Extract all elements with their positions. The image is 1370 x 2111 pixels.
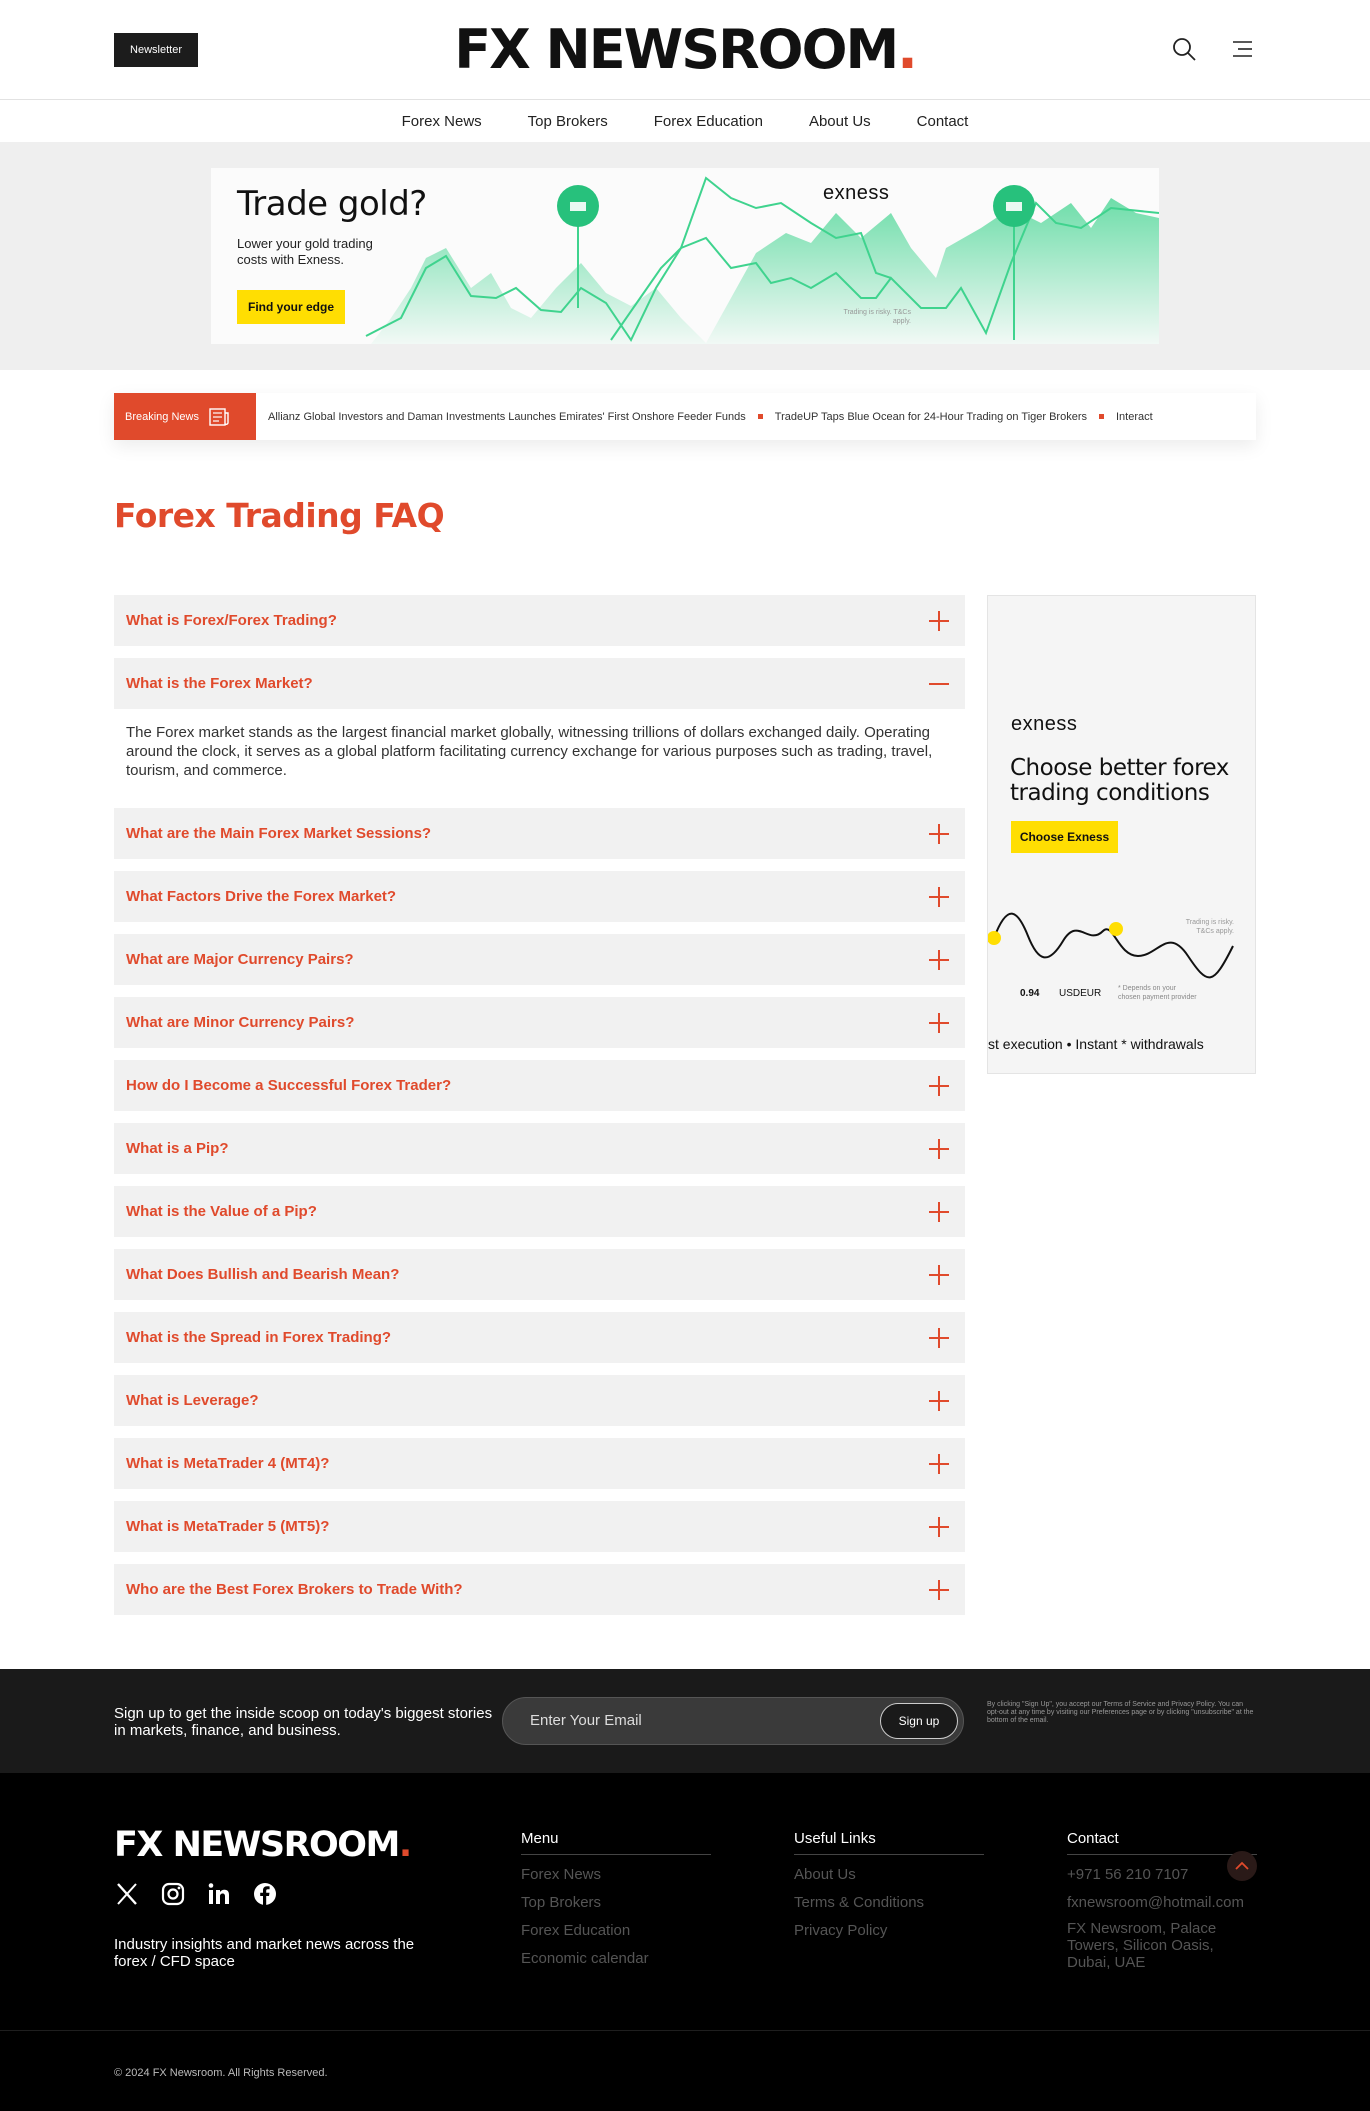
currency-pair: USDEUR <box>1059 988 1102 999</box>
sidebar-ad[interactable] <box>987 595 1256 1074</box>
faq-item[interactable] <box>114 1564 965 1615</box>
plus-icon <box>929 1391 949 1411</box>
exness-logo: exness <box>1011 713 1078 735</box>
faq-question: What are Minor Currency Pairs? <box>126 1014 355 1031</box>
back-to-top-button[interactable] <box>1227 1851 1257 1881</box>
faq-accordion <box>114 595 965 1627</box>
faq-question: How do I Become a Successful Forex Trader? <box>126 1077 452 1094</box>
x-twitter-icon[interactable] <box>114 1881 140 1907</box>
faq-item[interactable] <box>114 997 965 1048</box>
sign-up-button[interactable]: Sign up <box>880 1703 958 1739</box>
choose-exness-button[interactable]: Choose Exness <box>1011 821 1118 853</box>
faq-item[interactable] <box>114 1186 965 1237</box>
faq-item[interactable] <box>114 1501 965 1552</box>
plus-icon <box>929 824 949 844</box>
ticker-separator <box>758 414 763 419</box>
plus-icon <box>929 950 949 970</box>
contact-phone[interactable]: +971 56 210 7107 <box>1067 1866 1189 1883</box>
faq-question: What is a Pip? <box>126 1140 229 1157</box>
plus-icon <box>929 1139 949 1159</box>
faq-item[interactable] <box>114 934 965 985</box>
newsletter-button[interactable]: Newsletter <box>114 33 198 67</box>
faq-item[interactable] <box>114 1312 965 1363</box>
faq-item[interactable] <box>114 871 965 922</box>
contact-email[interactable]: fxnewsroom@hotmail.com <box>1067 1894 1244 1911</box>
logo-dot: . <box>897 18 916 81</box>
top-ad-band <box>0 142 1370 370</box>
copyright-text: © 2024 FX Newsroom. All Rights Reserved. <box>114 2067 328 2079</box>
plus-icon <box>929 1580 949 1600</box>
ticker-item[interactable]: Allianz Global Investors and Daman Investments Launches Emirates' First Onshore Feeder Funds <box>268 410 746 423</box>
email-field-wrapper <box>502 1697 964 1745</box>
footer-link[interactable]: Terms & Conditions <box>794 1894 925 1911</box>
payment-note: * Depends on your chosen payment provider <box>1118 985 1197 1001</box>
faq-item[interactable] <box>114 1249 965 1300</box>
faq-item[interactable] <box>114 595 965 646</box>
breaking-news-label <box>114 393 256 440</box>
faq-question: What are Major Currency Pairs? <box>126 951 354 968</box>
plus-icon <box>929 1076 949 1096</box>
menu-icon[interactable] <box>1229 36 1255 62</box>
price-value: 0.94 <box>1020 988 1040 999</box>
plus-icon <box>929 887 949 907</box>
plus-icon <box>929 1013 949 1033</box>
footer-logo-dot: . <box>398 1825 411 1865</box>
footer-link[interactable]: Economic calendar <box>521 1950 649 1967</box>
footer-link[interactable]: About Us <box>794 1866 856 1883</box>
plus-icon <box>929 1202 949 1222</box>
faq-question: Who are the Best Forex Brokers to Trade With? <box>126 1581 463 1598</box>
footer-link[interactable]: Privacy Policy <box>794 1922 888 1939</box>
breaking-news-bar <box>114 393 1256 440</box>
footer-column-heading: Contact <box>1067 1830 1257 1855</box>
top-banner-ad[interactable] <box>211 168 1159 344</box>
faq-question: What is MetaTrader 4 (MT4)? <box>126 1455 330 1472</box>
faq-item[interactable] <box>114 1438 965 1489</box>
plus-icon <box>929 1328 949 1348</box>
plus-icon <box>929 611 949 631</box>
nav-item-forex-education[interactable]: Forex Education <box>653 112 763 130</box>
find-your-edge-button[interactable]: Find your edge <box>237 290 345 324</box>
site-logo[interactable] <box>0 18 1370 82</box>
ticker-separator <box>1099 414 1104 419</box>
faq-question: What Does Bullish and Bearish Mean? <box>126 1266 400 1283</box>
newspaper-icon <box>209 408 229 426</box>
footer-menu-column <box>521 1830 711 1973</box>
signup-text: Sign up to get the inside scoop on today's biggest stories in markets, finance, and business. <box>114 1705 493 1739</box>
nav-item-about-us[interactable]: About Us <box>808 112 871 130</box>
main-nav <box>0 100 1370 142</box>
exness-logo: exness <box>823 182 890 204</box>
ticker-item[interactable]: Interact <box>1116 410 1153 423</box>
email-input[interactable] <box>530 1712 830 1729</box>
newsletter-signup <box>0 1669 1370 1773</box>
faq-question: What is Leverage? <box>126 1392 259 1409</box>
ad-headline: Trade gold? <box>237 184 427 224</box>
faq-question: What is the Forex Market? <box>126 675 313 692</box>
ticker-item[interactable]: TradeUP Taps Blue Ocean for 24-Hour Trading on Tiger Brokers <box>774 410 1087 423</box>
plus-icon <box>929 1517 949 1537</box>
nav-item-forex-news[interactable]: Forex News <box>401 112 482 130</box>
linkedin-icon[interactable] <box>206 1881 232 1907</box>
sidebar-ad-headline: Choose better forex trading conditions <box>1010 755 1229 806</box>
chevron-up-icon <box>1235 1861 1249 1871</box>
faq-answer: The Forex market stands as the largest financial market globally, witnessing trillions of dollars exchanged daily. Operating around the clock, it serves as a global platform facilitating currency exchange for various purposes such as trading, travel, tourism, and commerce. <box>126 724 933 779</box>
site-header <box>0 0 1370 100</box>
social-links <box>114 1881 278 1907</box>
footer-contact-column <box>1067 1830 1257 1971</box>
minus-icon <box>929 674 949 694</box>
plus-icon <box>929 1454 949 1474</box>
faq-question: What is MetaTrader 5 (MT5)? <box>126 1518 330 1535</box>
footer-about: Industry insights and market news across the forex / CFD space <box>114 1936 415 1970</box>
logo-text: FX NEWSROOM <box>454 18 898 81</box>
page-title: Forex Trading FAQ <box>114 496 445 535</box>
faq-question: What is Forex/Forex Trading? <box>126 612 337 629</box>
breaking-news-text: Breaking News <box>125 410 199 423</box>
signup-legal-text: By clicking "Sign Up", you accept our Terms of Service and Privacy Policy. You can opt-out at any time by visiting our Preferences page or by clicking "unsubscribe" at the bottom of the email. <box>987 1701 1254 1724</box>
footer-column-heading: Useful Links <box>794 1830 984 1855</box>
instagram-icon[interactable] <box>160 1881 186 1907</box>
nav-item-contact[interactable]: Contact <box>916 112 969 130</box>
faq-question: What Factors Drive the Forex Market? <box>126 888 397 905</box>
ad-subtext: Lower your gold trading costs with Exness. <box>237 236 373 267</box>
search-icon[interactable] <box>1171 36 1197 62</box>
plus-icon <box>929 1265 949 1285</box>
faq-item[interactable] <box>114 1123 965 1174</box>
footer-column-heading: Menu <box>521 1830 711 1855</box>
footer-useful-links-column <box>794 1830 984 1945</box>
footer-divider <box>0 2030 1370 2031</box>
footer-logo-text: FX NEWSROOM <box>114 1825 399 1865</box>
facebook-icon[interactable] <box>252 1881 278 1907</box>
faq-item[interactable] <box>114 658 965 709</box>
feature-strip: st execution • Instant * withdrawals <box>988 1036 1204 1052</box>
faq-item[interactable] <box>114 808 965 859</box>
faq-item[interactable] <box>114 1060 965 1111</box>
footer-logo[interactable] <box>114 1825 411 1865</box>
faq-question: What is the Spread in Forex Trading? <box>126 1329 392 1346</box>
site-footer <box>0 1773 1370 2111</box>
footer-link[interactable]: Forex Education <box>521 1922 631 1939</box>
nav-item-top-brokers[interactable]: Top Brokers <box>527 112 608 130</box>
ad-risk-note: Trading is risky. T&Cs apply. <box>1185 919 1234 935</box>
footer-link[interactable]: Top Brokers <box>521 1894 602 1911</box>
ad-risk-note: Trading is risky. T&Cs apply. <box>843 309 911 325</box>
faq-item[interactable] <box>114 1375 965 1426</box>
faq-question: What is the Value of a Pip? <box>126 1203 317 1220</box>
contact-address: FX Newsroom, Palace Towers, Silicon Oasis, Dubai, UAE <box>1067 1920 1217 1971</box>
footer-link[interactable]: Forex News <box>521 1866 602 1883</box>
news-ticker <box>256 411 1153 423</box>
faq-question: What are the Main Forex Market Sessions? <box>126 825 432 842</box>
usdeur-chart-graphic <box>988 896 1256 986</box>
